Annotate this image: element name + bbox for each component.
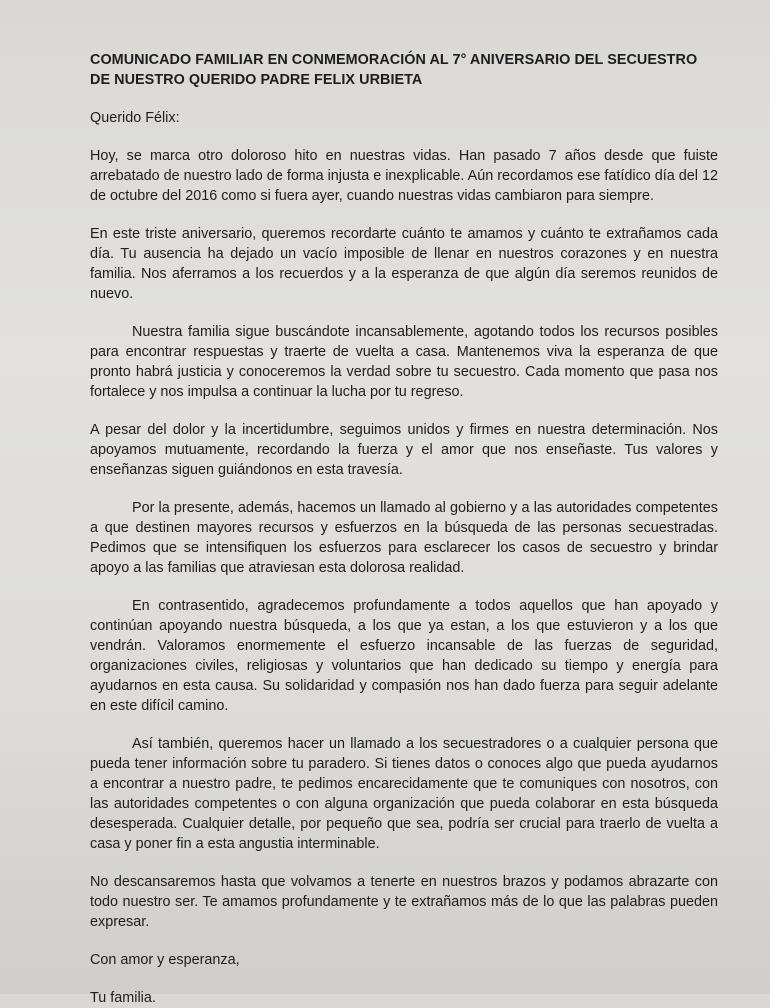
closing: Con amor y esperanza, xyxy=(90,952,240,968)
salutation: Querido Félix: xyxy=(90,110,180,126)
signature: Tu familia. xyxy=(90,990,156,1006)
paragraph-7: Así también, queremos hacer un llamado a los secuestradores o a cualquier persona que pueda tener información sobre tu paradero. Si tienes datos o conoces algo que pueda ayudarnos a encontrar a nuestro padre, te pedimos encarecidamente que te comuniques con nosotros, con las autoridades competentes o con alguna organización que pueda colaborar en esta búsqueda desesperada. Cualquier detalle, por pequeño que sea, podría ser crucial para traerlo de vuelta a casa y poner fin a esta angustia interminable. xyxy=(90,736,718,852)
paragraph-5: Por la presente, además, hacemos un llamado al gobierno y a las autoridades competentes a que destinen mayores recursos y esfuerzos en la búsqueda de las personas secuestradas. Pedimos que se intensifiquen los esfuerzos para esclarecer los casos de secuestro y brindar apoyo a las familias que atraviesan esta dolorosa realidad. xyxy=(90,500,718,576)
paragraph-8: No descansaremos hasta que volvamos a tenerte en nuestros brazos y podamos abrazarte con todo nuestro ser. Te amamos profundamente y te extrañamos más de lo que las palabras pueden expresar. xyxy=(90,874,718,930)
paragraph-1: Hoy, se marca otro doloroso hito en nuestras vidas. Han pasado 7 años desde que fuiste arrebatado de nuestro lado de forma injusta e inexplicable. Aún recordamos ese fatídico día del 12 de octubre del 2016 como si fuera ayer, cuando nuestras vidas cambiaron para siempre. xyxy=(90,148,718,204)
paragraph-3: Nuestra familia sigue buscándote incansablemente, agotando todos los recursos posibles para encontrar respuestas y traerte de vuelta a casa. Mantenemos viva la esperanza de que pronto habrá justicia y conoceremos la verdad sobre tu secuestro. Cada momento que pasa nos fortalece y nos impulsa a continuar la lucha por tu regreso. xyxy=(90,324,718,400)
letter-title: COMUNICADO FAMILIAR EN CONMEMORACIÓN AL 7° ANIVERSARIO DEL SECUESTRO DE NUESTRO QUERIDO PADRE FELIX URBIETA xyxy=(90,52,698,88)
paragraph-2: En este triste aniversario, queremos recordarte cuánto te amamos y cuánto te extrañamos cada día. Tu ausencia ha dejado un vacío imposible de llenar en nuestros corazones y en nuestra familia. Nos aferramos a los recuerdos y a la esperanza de que algún día seremos reunidos de nuevo. xyxy=(90,226,718,302)
paragraph-4: A pesar del dolor y la incertidumbre, seguimos unidos y firmes en nuestra determinación. Nos apoyamos mutuamente, recordando la fuerza y el amor que nos enseñaste. Tus valores y enseñanzas siguen guiándonos en esta travesía. xyxy=(90,422,718,478)
paragraph-6: En contrasentido, agradecemos profundamente a todos aquellos que han apoyado y continúan apoyando nuestra búsqueda, a los que ya estan, a los que estuvieron y a los que vendrán. Valoramos enormemente el esfuerzo incansable de las fuerzas de seguridad, organizaciones civiles, religiosas y voluntarios que han dedicado su tiempo y energía para ayudarnos en esta causa. Su solidaridad y compasión nos han dado fuerza para seguir adelante en este difícil camino. xyxy=(90,598,718,714)
